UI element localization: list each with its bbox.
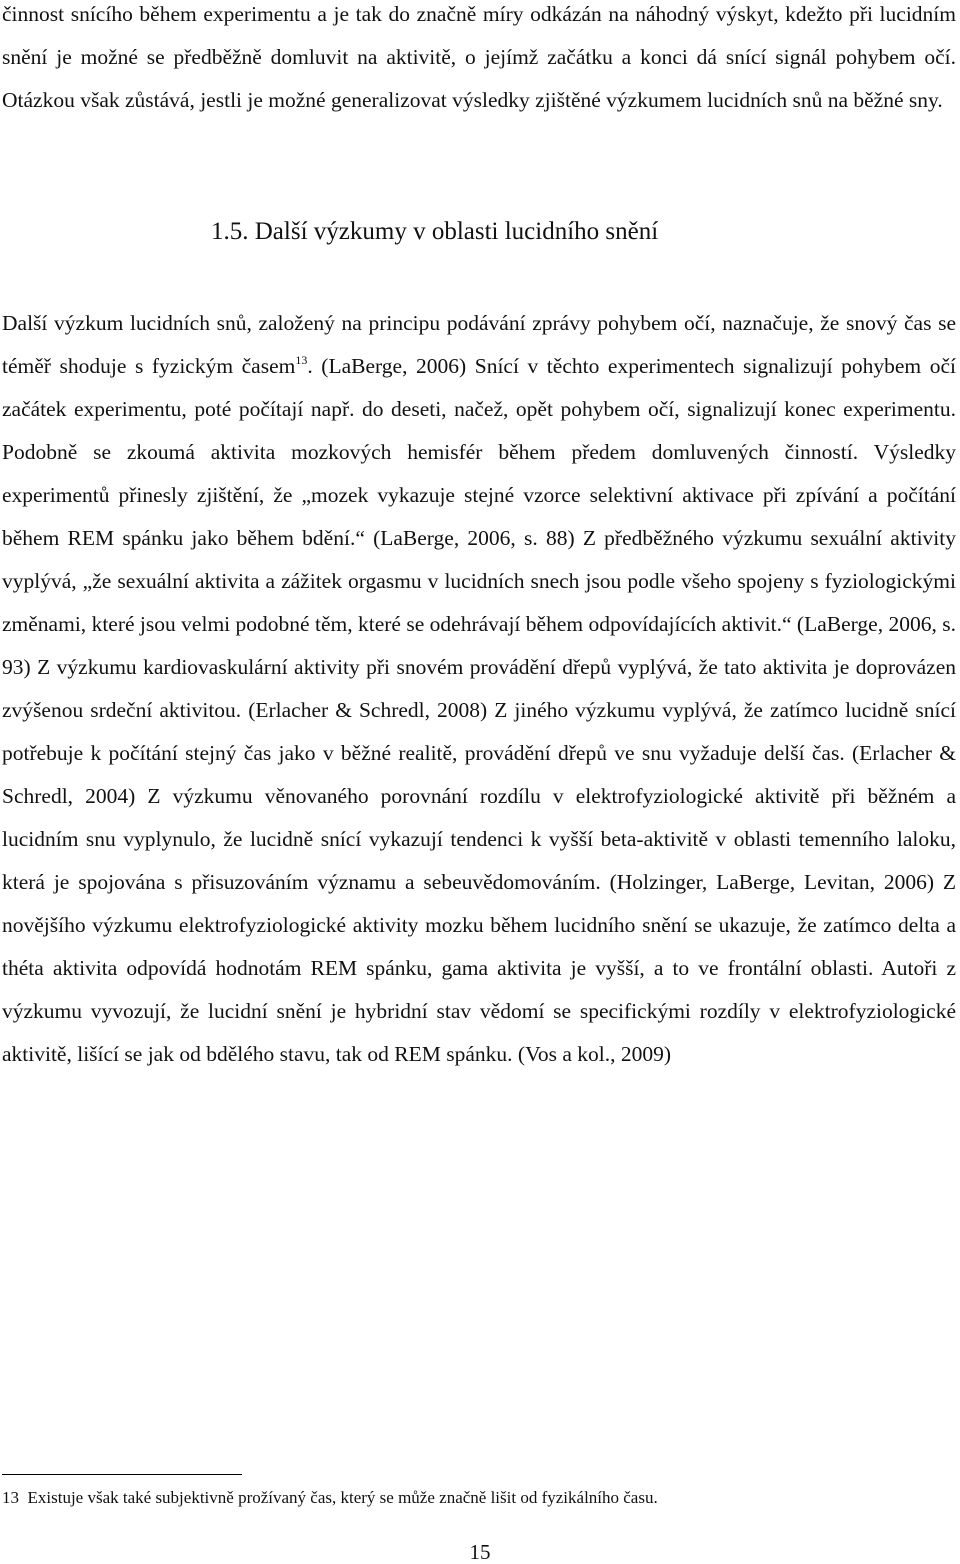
section-heading: 1.5. Další výzkumy v oblasti lucidního snění (211, 218, 659, 245)
footnote-reference: 13 (295, 353, 308, 367)
paragraph-main-before-note: Další výzkum lucidních snů, založený na principu podávání zprávy pohybem očí, naznačuje, že snový čas se téměř shoduje s fyzickým časem (2, 311, 956, 378)
page-number: 15 (469, 1540, 491, 1564)
footnote-text: Existuje však také subjektivně prožívaný čas, který se může značně lišit od fyzikálního času. (27, 1488, 658, 1507)
footnote-divider (2, 1474, 242, 1475)
footnote (2, 1487, 658, 1509)
paragraph-top: činnost snícího během experimentu a je tak do značně míry odkázán na náhodný výskyt, kdežto při lucidním snění je možné se předběžně domluvit na aktivitě, o jejímž začátku a konci dá snící signál pohybem očí. Otázkou však zůstává, jestli je možné generalizovat výsledky zjištěné výzkumem lucidních snů na běžné sny. (2, 2, 956, 112)
paragraph-main-after-note: . (LaBerge, 2006) Snící v těchto experimentech signalizují pohybem očí začátek experimentu, poté počítají např. do deseti, načež, opět pohybem očí, signalizují konec experimentu. Podobně se zkoumá aktivita mozkových hemisfér během předem domluvených činností. Výsledky experimentů přinesly zjištění, že „mozek vykazuje stejné vzorce selektivní aktivace při zpívání a počítání během REM spánku jako během bdění.“ (LaBerge, 2006, s. 88) Z předběžného výzkumu sexuální aktivity vyplývá, „že sexuální aktivita a zážitek orgasmu v lucidních snech jsou podle všeho spojeny s fyziologickými změnami, které jsou velmi podobné těm, které se odehrávají během odpovídajících aktivit.“ (LaBerge, 2006, s. 93) Z výzkumu kardiovaskulární aktivity při snovém provádění dřepů vyplývá, že tato aktivita je doprovázen zvýšenou srdeční aktivitou. (Erlacher & Schredl, 2008) Z jiného výzkumu vyplývá, že zatímco lucidně snící potřebuje k počítání stejný čas jako v běžné realitě, provádění dřepů ve snu vyžaduje delší čas. (Erlacher & Schredl, 2004) Z výzkumu věnovaného porovnání rozdílu v elektrofyziologické aktivitě při běžném a lucidním snu vyplynulo, že lucidně snící vykazují tendenci k vyšší beta-aktivitě v oblasti temenního laloku, která je spojována s přisuzováním významu a sebeuvědomováním. (Holzinger, LaBerge, Levitan, 2006) Z novějšího výzkumu elektrofyziologické aktivity mozku během lucidního snění se ukazuje, že zatímco delta a théta aktivita odpovídá hodnotám REM spánku, gama aktivita je vyšší, a to ve frontální oblasti. Autoři z výzkumu vyvozují, že lucidní snění je hybridní stav vědomí se specifickými rozdíly v elektrofyziologické aktivitě, lišící se jak od bdělého stavu, tak od REM spánku. (Vos a kol., 2009) (2, 354, 956, 1066)
footnote-number: 13 (2, 1488, 19, 1507)
paragraph-main (2, 302, 956, 1076)
